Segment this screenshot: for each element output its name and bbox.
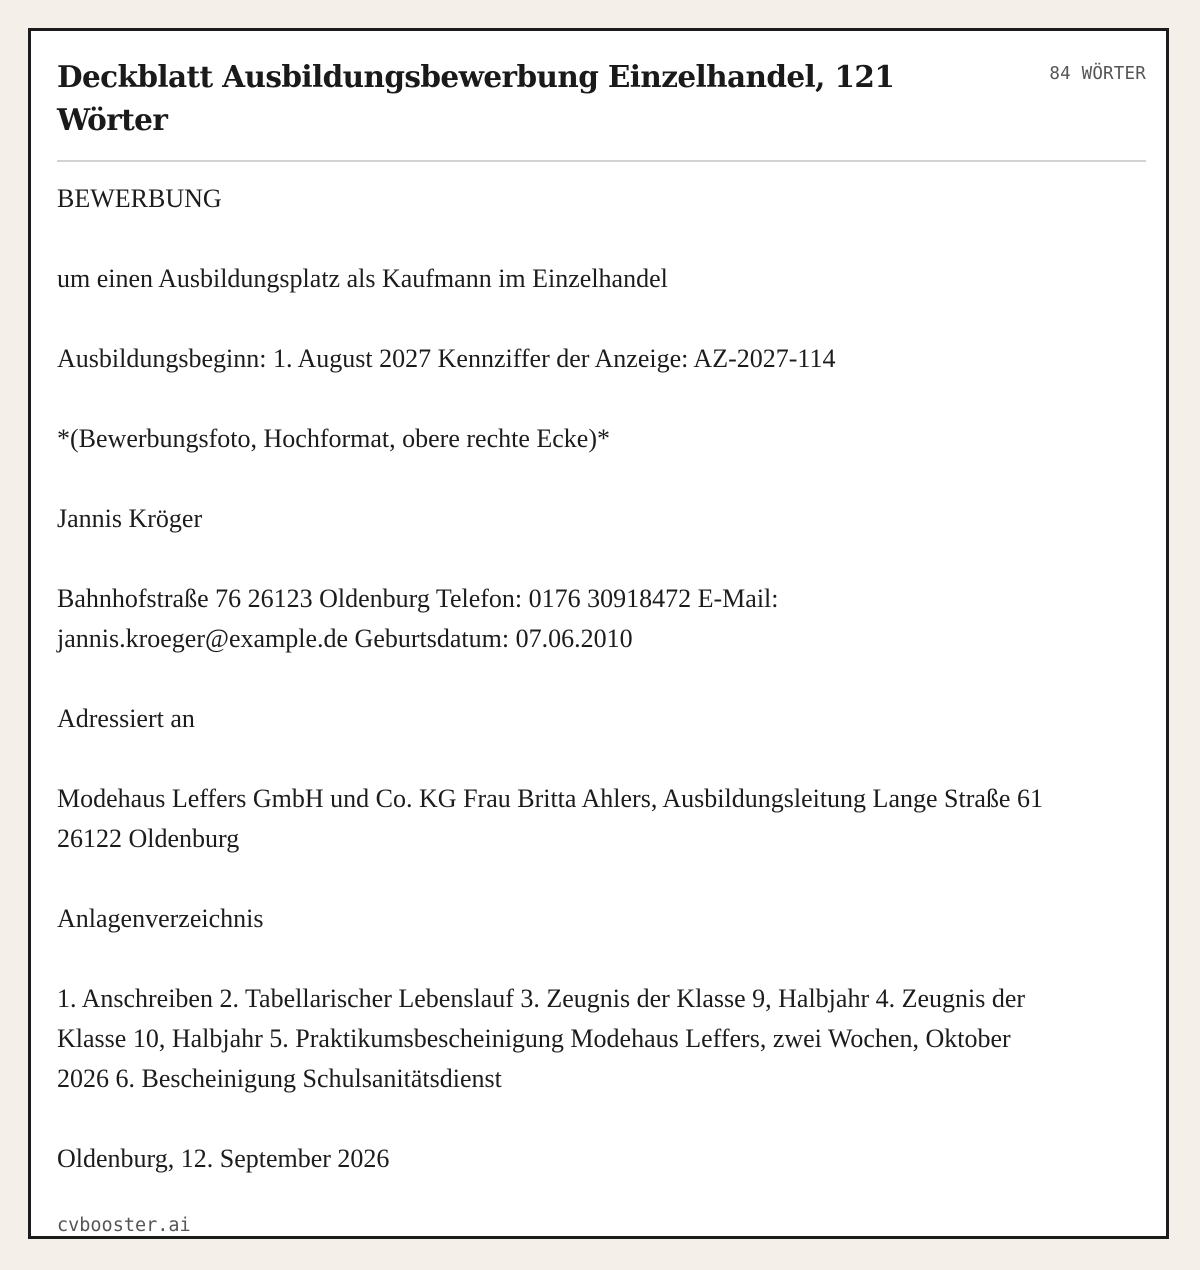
header-divider bbox=[57, 160, 1146, 162]
attachments-label: Anlagenverzeichnis bbox=[57, 904, 264, 933]
application-subject: um einen Ausbildungsplatz als Kaufmann im Einzelhandel bbox=[57, 264, 668, 293]
applicant-contact: Bahnhofstraße 76 26123 Oldenburg Telefon: 0176 30918472 E-Mail: jannis.kroeger@example.de Geburtsdatum: 07.06.2010 bbox=[57, 584, 779, 653]
place-date: Oldenburg, 12. September 2026 bbox=[57, 1144, 390, 1173]
document-heading: BEWERBUNG bbox=[57, 184, 222, 213]
start-and-reference: Ausbildungsbeginn: 1. August 2027 Kennziffer der Anzeige: AZ-2027-114 bbox=[57, 344, 836, 373]
word-count-badge: 84 WÖRTER bbox=[1049, 64, 1146, 84]
addressed-label: Adressiert an bbox=[57, 704, 195, 733]
attachments-list: 1. Anschreiben 2. Tabellarischer Lebenslauf 3. Zeugnis der Klasse 9, Halbjahr 4. Zeugnis der Klasse 10, Halbjahr 5. Praktikumsbescheinigung Modehaus Leffers, zwei Wochen, Oktober 2026 6. Bescheinigung Schulsanitätsdienst bbox=[57, 984, 1026, 1093]
document-header bbox=[57, 55, 1146, 141]
footer-brand: cvbooster.ai bbox=[57, 1215, 191, 1236]
document-card bbox=[28, 28, 1169, 1239]
photo-note: *(Bewerbungsfoto, Hochformat, obere rechte Ecke)* bbox=[57, 424, 610, 453]
document-body bbox=[57, 179, 1067, 1219]
recipient-address: Modehaus Leffers GmbH und Co. KG Frau Britta Ahlers, Ausbildungsleitung Lange Straße 61 26122 Oldenburg bbox=[57, 784, 1043, 853]
page-title: Deckblatt Ausbildungsbewerbung Einzelhandel, 121 Wörter bbox=[57, 59, 895, 137]
applicant-name: Jannis Kröger bbox=[57, 504, 203, 533]
